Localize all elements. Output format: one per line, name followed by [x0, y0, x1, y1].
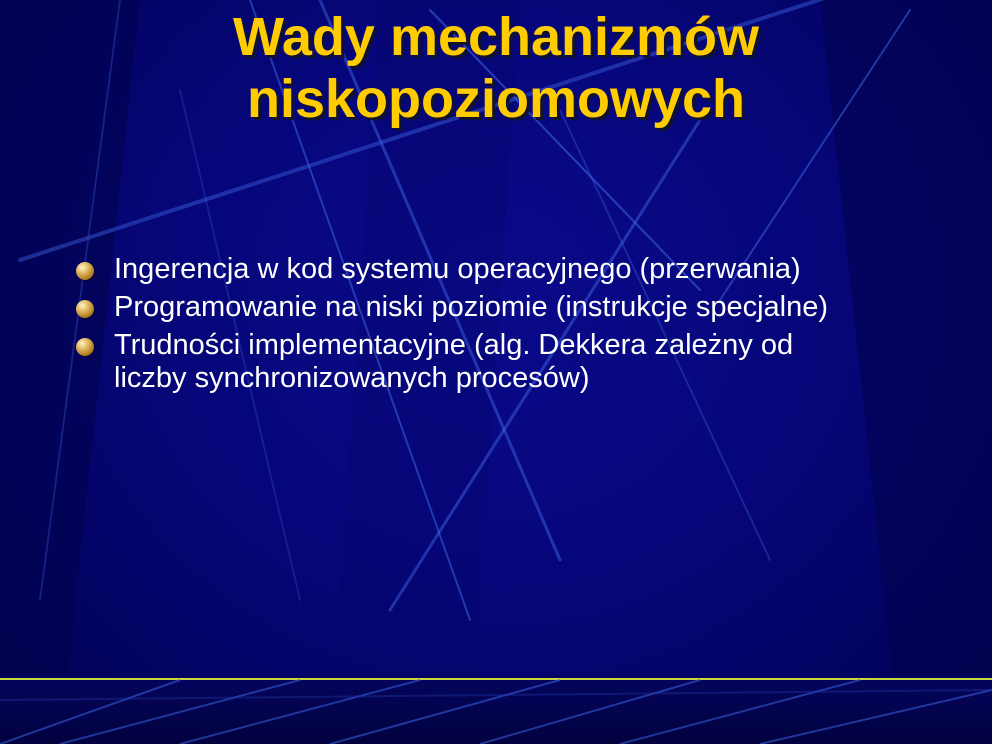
bullet-text: Ingerencja w kod systemu operacyjnego (przerwania): [114, 253, 801, 285]
slide-title-line-1: Wady mechanizmów: [232, 7, 760, 67]
bullet-text: Programowanie na niski poziomie (instrukcje specjalne): [114, 291, 829, 323]
slide-title: [120, 6, 872, 130]
bullet-item: [70, 291, 830, 324]
gold-sphere-bullet-icon: [76, 300, 94, 318]
gold-sphere-bullet-icon: [76, 262, 94, 280]
gold-sphere-bullet-icon: [76, 338, 94, 356]
bullet-item: [70, 329, 830, 395]
bullet-text: Trudności implementacyjne (alg. Dekkera zależny od liczby synchronizowanych procesów): [114, 329, 794, 394]
bullet-item: [70, 253, 830, 286]
bullet-list: [70, 253, 830, 400]
slide-title-line-2: niskopoziomowych: [246, 69, 746, 129]
